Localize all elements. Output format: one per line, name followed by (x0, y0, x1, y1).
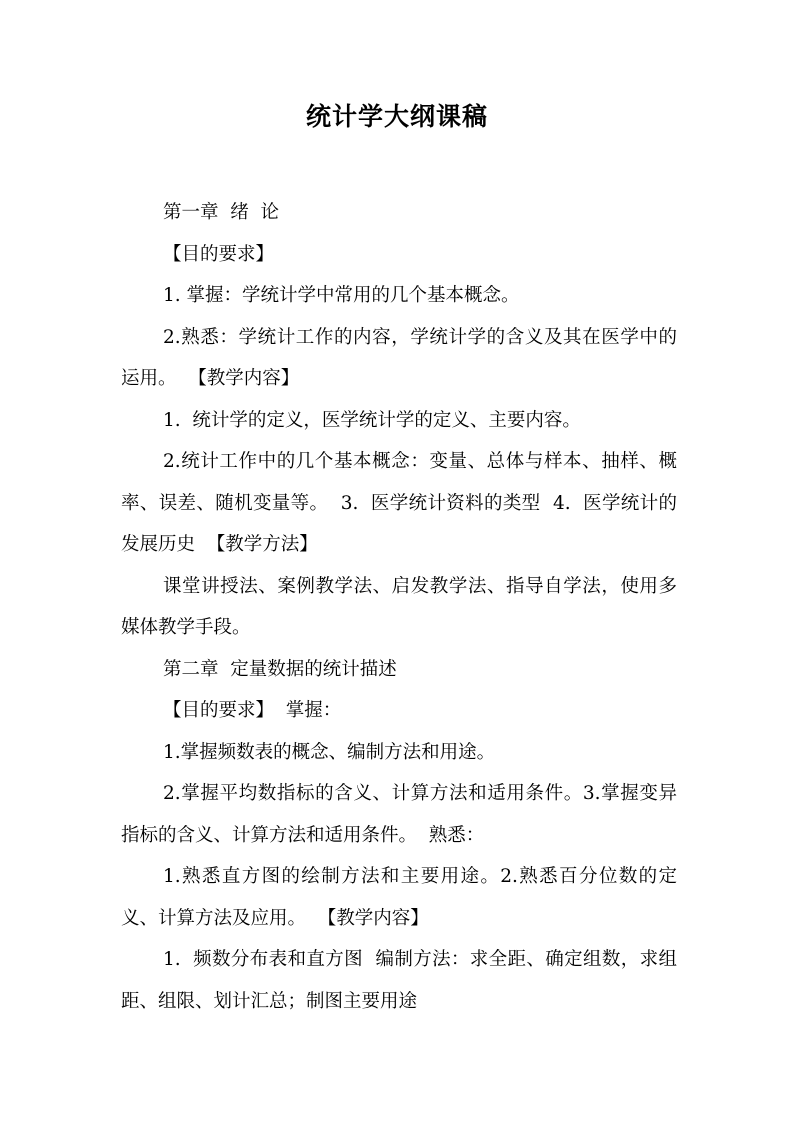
document-body (121, 192, 677, 1022)
document-title: 统计学大纲课稿 (305, 102, 488, 131)
chapter-1-heading: 第一章 绪 论 (163, 202, 280, 223)
paragraph: 1.掌握频数表的概念、编制方法和用途。 (163, 741, 496, 763)
paragraph: 课堂讲授法、案例教学法、启发教学法、指导自学法，使用多媒体教学手段。 (121, 575, 677, 638)
paragraph: 1. 统计学的定义，医学统计学的定义、主要内容。 (163, 409, 581, 431)
paragraph: 2.掌握平均数指标的含义、计算方法和适用条件。3.掌握变异指标的含义、计算方法和适用条件。 熟悉： (121, 783, 677, 846)
paragraph: 1. 频数分布表和直方图 编制方法：求全距、确定组数，求组距、组限、划计汇总；制图主要用途 (121, 949, 677, 1012)
paragraph: 2.统计工作中的几个基本概念：变量、总体与样本、抽样、概率、误差、随机变量等。 3. 医学统计资料的类型 4. 医学统计的发展历史 【教学方法】 (121, 451, 677, 555)
paragraph: 2.熟悉：学统计工作的内容，学统计学的含义及其在医学中的运用。 【教学内容】 (121, 326, 677, 389)
paragraph: 1. 掌握：学统计学中常用的几个基本概念。 (163, 285, 520, 306)
section-objectives: 【目的要求】 (163, 243, 275, 265)
paragraph: 1.熟悉直方图的绘制方法和主要用途。2.熟悉百分位数的定义、计算方法及应用。 【教学内容】 (121, 866, 677, 929)
section-objectives: 【目的要求】 掌握： (163, 700, 342, 721)
chapter-2-heading: 第二章 定量数据的统计描述 (163, 658, 397, 680)
